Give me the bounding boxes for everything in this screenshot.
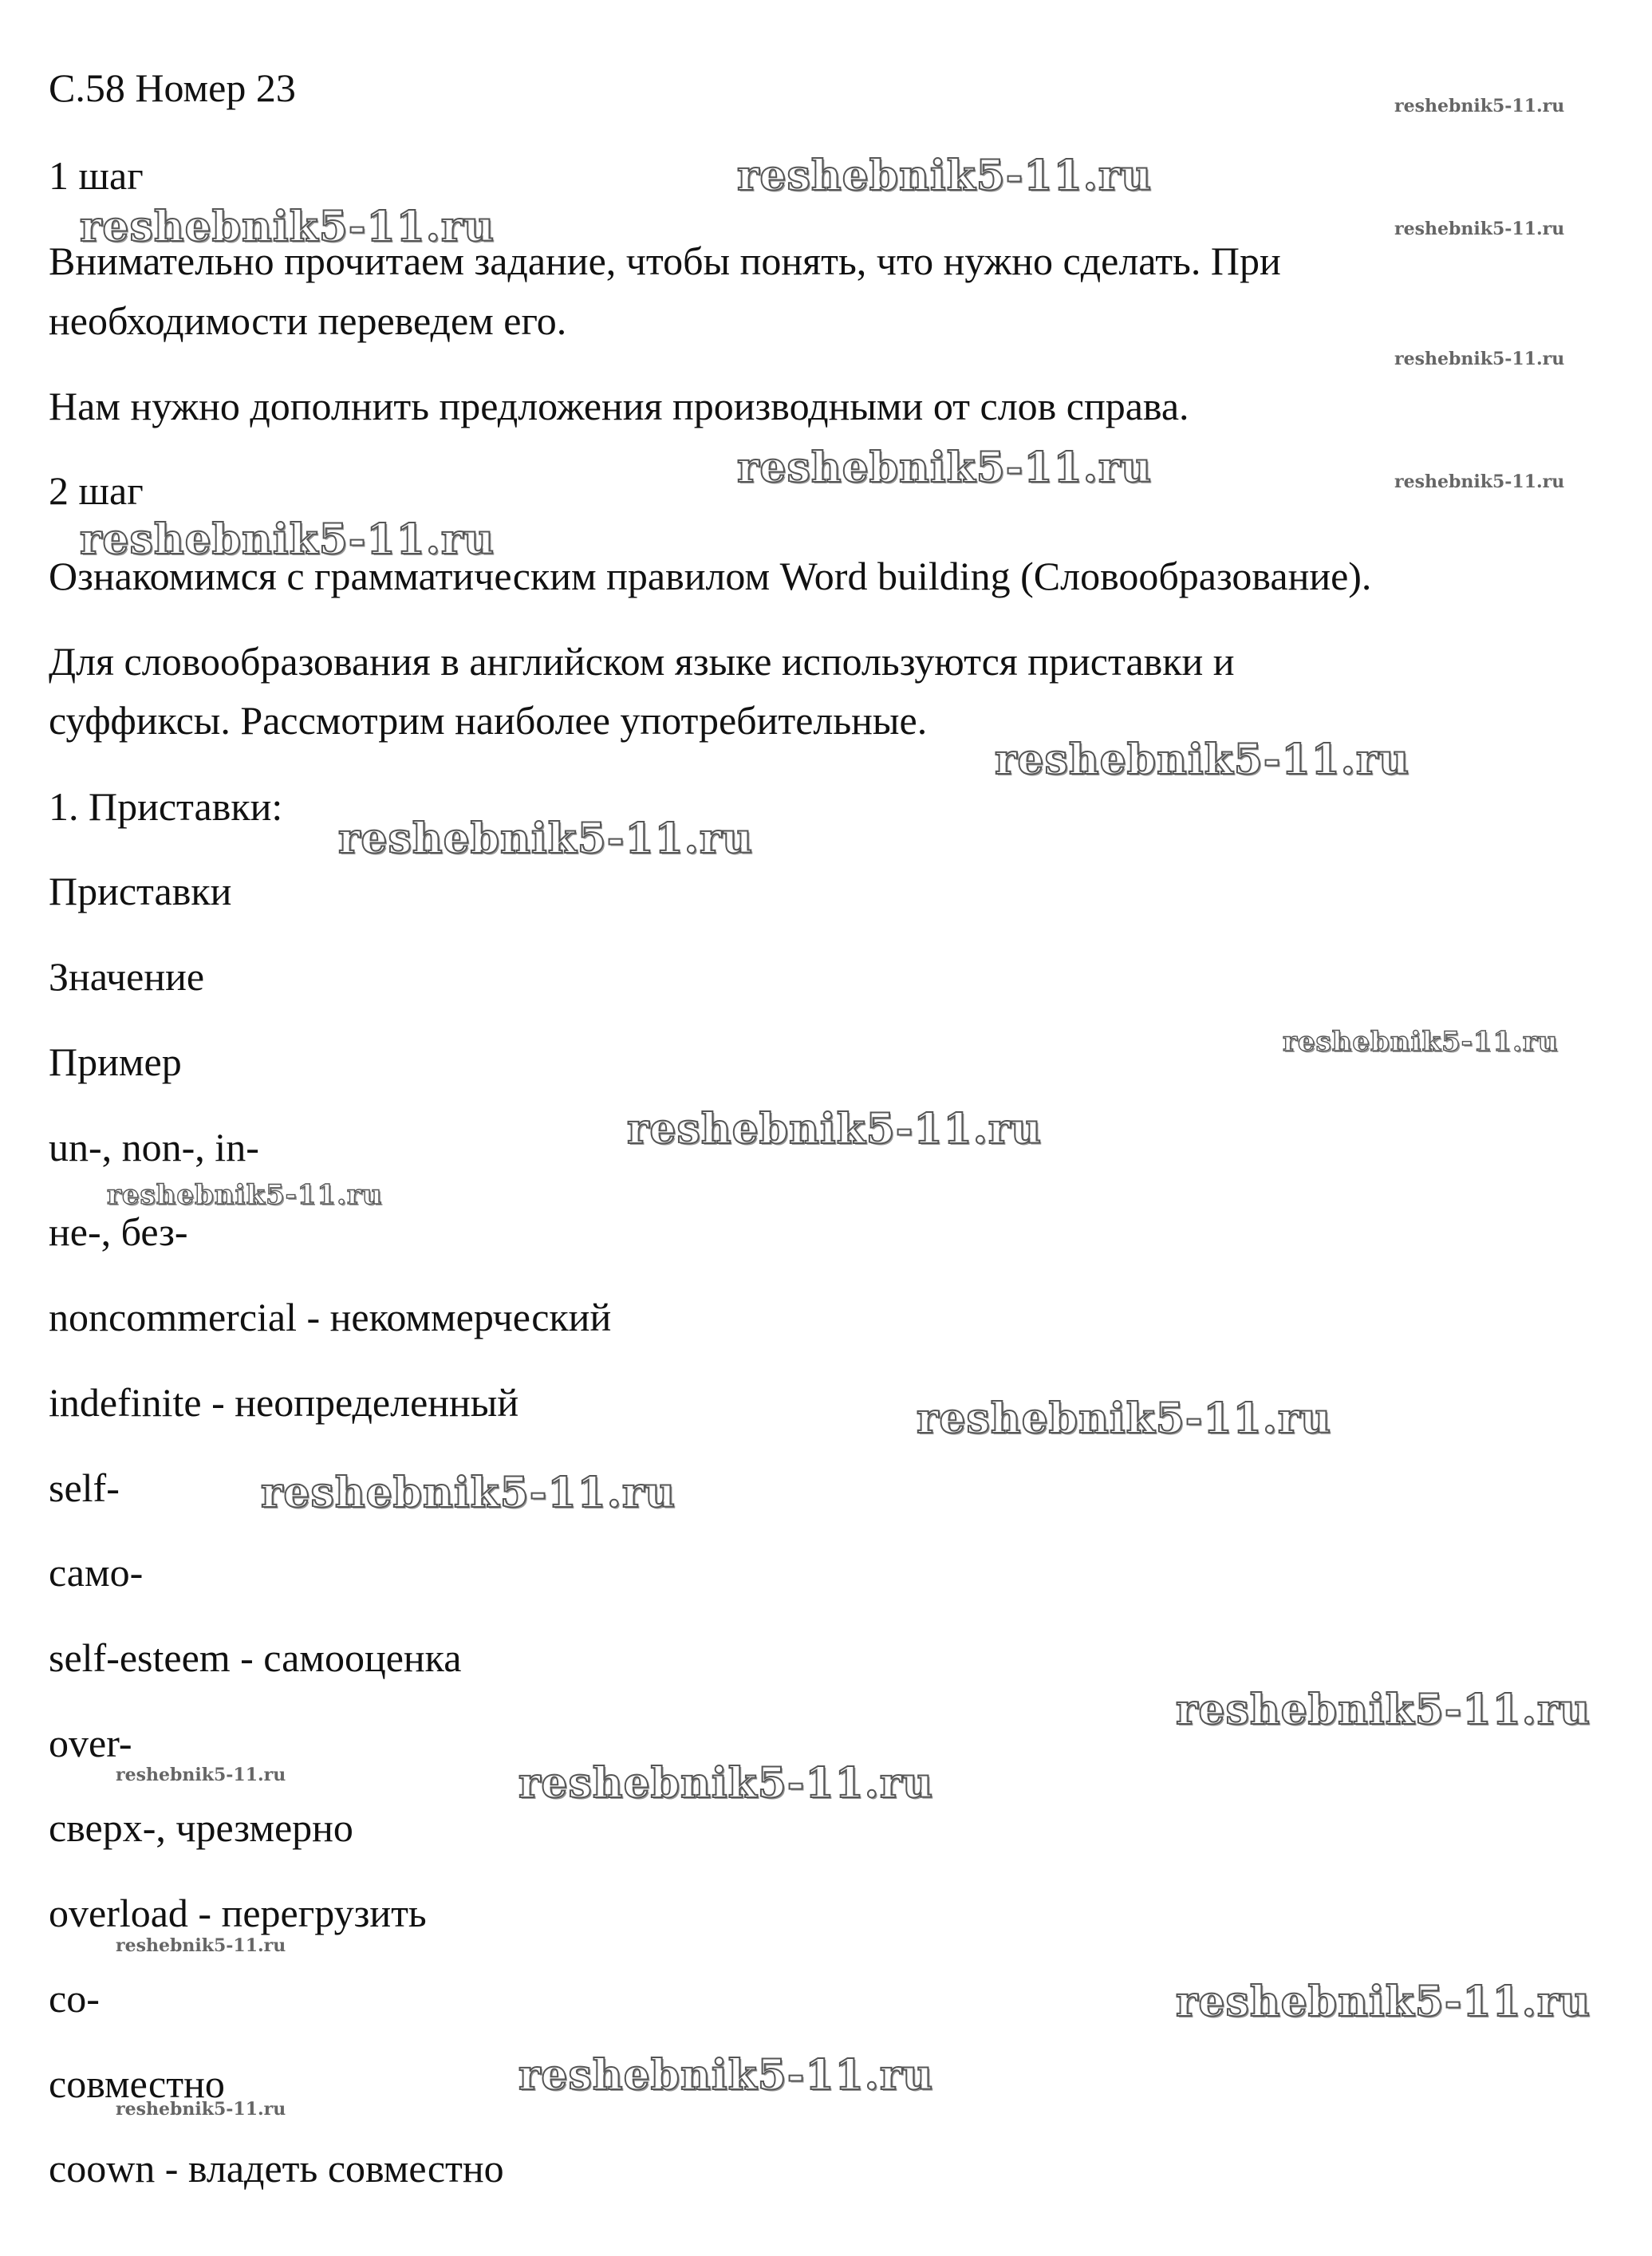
example-coown: coown - владеть совместно bbox=[49, 2146, 504, 2191]
page-header: С.58 Номер 23 bbox=[49, 65, 296, 110]
meaning-sovmestno: совместно bbox=[49, 2061, 225, 2106]
table-header-meaning: Значение bbox=[49, 954, 205, 999]
meaning-ne-bez: не-, без- bbox=[49, 1209, 188, 1254]
watermark: reshebnik5-11.ru bbox=[1176, 1978, 1591, 2026]
prefix-co: co- bbox=[49, 1976, 100, 2021]
watermark: reshebnik5-11.ru bbox=[917, 1394, 1332, 1443]
section-title: 1. Приставки: bbox=[49, 784, 283, 829]
table-header-prefixes: Приставки bbox=[49, 869, 232, 913]
example-noncommercial: noncommercial - некоммерческий bbox=[49, 1295, 612, 1339]
watermark: reshebnik5-11.ru bbox=[518, 1759, 934, 1808]
watermark: reshebnik5-11.ru bbox=[116, 1765, 286, 1785]
watermark: reshebnik5-11.ru bbox=[1394, 349, 1565, 369]
intro-text-line-1: Для словообразования в английском языке используются приставки и bbox=[49, 639, 1235, 684]
watermark: reshebnik5-11.ru bbox=[1394, 96, 1565, 116]
watermark: reshebnik5-11.ru bbox=[80, 515, 495, 564]
intro-text-line-2: суффиксы. Рассмотрим наиболее употребительные. bbox=[49, 698, 928, 743]
watermark: reshebnik5-11.ru bbox=[995, 736, 1410, 784]
meaning-sverh: сверх-, чрезмерно bbox=[49, 1805, 353, 1850]
step-1-label: 1 шаг bbox=[49, 153, 144, 198]
watermark: reshebnik5-11.ru bbox=[116, 1935, 286, 1956]
prefix-self: self- bbox=[49, 1465, 120, 1510]
watermark: reshebnik5-11.ru bbox=[627, 1105, 1043, 1154]
watermark: reshebnik5-11.ru bbox=[737, 152, 1153, 200]
step-2-label: 2 шаг bbox=[49, 468, 144, 513]
meaning-samo: само- bbox=[49, 1550, 144, 1595]
table-header-example: Пример bbox=[49, 1039, 182, 1084]
watermark: reshebnik5-11.ru bbox=[737, 444, 1153, 492]
prefix-un-non-in: un-, non-, in- bbox=[49, 1125, 259, 1169]
watermark: reshebnik5-11.ru bbox=[261, 1469, 676, 1517]
watermark: reshebnik5-11.ru bbox=[1394, 219, 1565, 239]
step-1-text-line-1: Внимательно прочитаем задание, чтобы понять, что нужно сделать. При bbox=[49, 239, 1281, 283]
task-text: Нам нужно дополнить предложения производными от слов справа. bbox=[49, 384, 1189, 428]
watermark: reshebnik5-11.ru bbox=[1394, 471, 1565, 492]
step-2-text: Ознакомимся с грамматическим правилом Word building (Словообразование). bbox=[49, 554, 1372, 598]
watermark: reshebnik5-11.ru bbox=[116, 2099, 286, 2120]
watermark: reshebnik5-11.ru bbox=[1283, 1026, 1559, 1058]
watermark: reshebnik5-11.ru bbox=[80, 203, 495, 251]
watermark: reshebnik5-11.ru bbox=[1176, 1686, 1591, 1734]
watermark: reshebnik5-11.ru bbox=[107, 1179, 383, 1211]
example-self-esteem: self-esteem - самооценка bbox=[49, 1635, 462, 1680]
prefix-over: over- bbox=[49, 1721, 132, 1765]
watermark: reshebnik5-11.ru bbox=[338, 814, 754, 863]
watermark: reshebnik5-11.ru bbox=[518, 2051, 934, 2100]
example-indefinite: indefinite - неопределенный bbox=[49, 1380, 519, 1425]
example-overload: overload - перегрузить bbox=[49, 1891, 427, 1935]
step-1-text-line-2: необходимости переведем его. bbox=[49, 298, 567, 343]
